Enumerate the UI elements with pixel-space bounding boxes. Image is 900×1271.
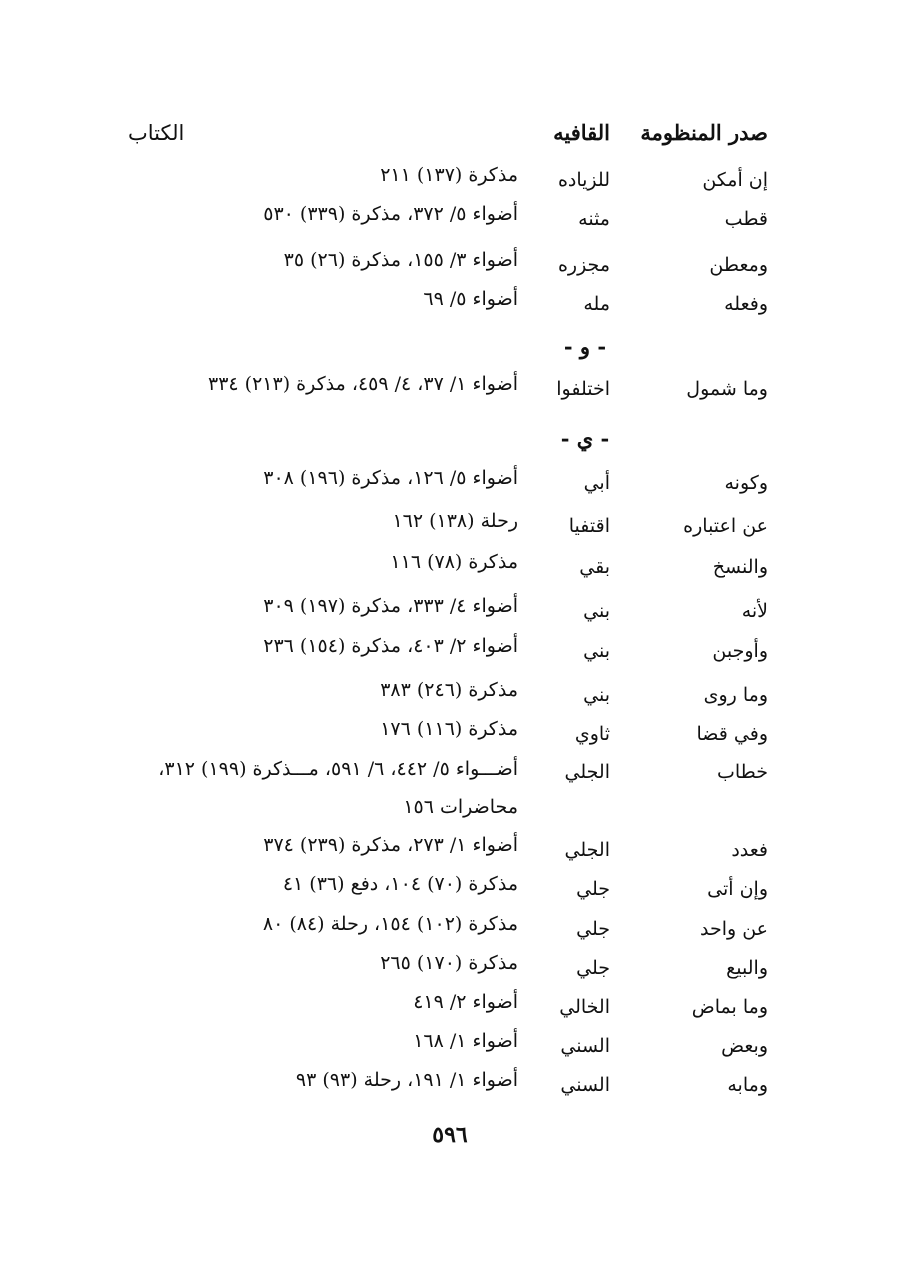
row-col-book: أضواء ٥/ ١٢٦، مذكرة (١٩٦) ٣٠٨ — [263, 467, 518, 489]
row-col-rhyme: مله — [583, 293, 610, 315]
row-col-poem-start: وفي قضا — [696, 723, 768, 745]
row-col-poem-start: إن أمكن — [702, 169, 768, 191]
row-col-poem-start: عن واحد — [699, 918, 768, 940]
row-col-rhyme: اختلفوا — [556, 378, 610, 400]
row-col-book: أضواء ٥/ ٦٩ — [423, 288, 518, 310]
row-col-poem-start: عن اعتباره — [683, 515, 768, 537]
row-col-rhyme: مجزره — [557, 254, 610, 276]
row-col-poem-start: والبيع — [726, 957, 768, 979]
row-col-rhyme: جلي — [576, 878, 610, 900]
header-col-book: الكتاب — [128, 121, 185, 145]
section-heading-waw: - و - — [563, 334, 607, 359]
row-col-rhyme: مثنه — [578, 208, 610, 230]
row-col-book: أضواء ١/ ٣٧، ٤/ ٤٥٩، مذكرة (٢١٣) ٣٣٤ — [207, 373, 518, 395]
row-col-rhyme: الجلي — [564, 839, 610, 861]
row-col-book: أضواء ٥/ ٣٧٢، مذكرة (٣٣٩) ٥٣٠ — [263, 203, 518, 225]
row-col-rhyme: للزياده — [557, 169, 610, 191]
row-col-poem-start: خطاب — [716, 761, 768, 783]
row-col-rhyme: بني — [583, 600, 610, 622]
row-col-rhyme: أبي — [583, 472, 610, 494]
row-col-book: أضواء ٤/ ٣٣٣، مذكرة (١٩٧) ٣٠٩ — [263, 595, 518, 617]
row-col-rhyme: الخالي — [559, 996, 610, 1018]
row-col-poem-start: وما روى — [703, 684, 768, 706]
row-col-book: مذكرة (٢٤٦) ٣٨٣ — [380, 679, 518, 701]
row-col-book: مذكرة (١١٦) ١٧٦ — [380, 718, 518, 740]
row-col-rhyme: السني — [560, 1074, 610, 1096]
row-col-book: أضـــواء ٥/ ٤٤٢، ٦/ ٥٩١، مـــذكرة (١٩٩) ٣١٢، — [158, 758, 518, 780]
row-col-poem-start: وفعله — [724, 293, 768, 315]
row-col-poem-start: لأنه — [741, 600, 768, 622]
row-col-book: أضواء ١/ ١٦٨ — [413, 1030, 518, 1052]
row-col-poem-start: ومابه — [727, 1074, 768, 1096]
row-col-poem-start: وإن أتى — [707, 878, 768, 900]
row-col-book: مذكرة (١٧٠) ٢٦٥ — [380, 952, 518, 974]
page-number: ٥٩٦ — [432, 1122, 468, 1148]
row-col-poem-start: فعدد — [731, 839, 768, 861]
row-col-poem-start: وأوجبن — [712, 640, 768, 662]
section-heading-ya: - ي - — [560, 426, 610, 451]
row-col-book: أضواء ٢/ ٤١٩ — [413, 991, 518, 1013]
row-col-book-continued: محاضرات ١٥٦ — [403, 796, 518, 818]
row-col-poem-start: وكونه — [724, 472, 768, 494]
row-col-rhyme: السني — [560, 1035, 610, 1057]
row-col-rhyme: اقتفيا — [568, 515, 610, 537]
row-col-book: مذكرة (١٠٢) ١٥٤، رحلة (٨٤) ٨٠ — [262, 913, 518, 935]
row-col-book: أضواء ٢/ ٤٠٣، مذكرة (١٥٤) ٢٣٦ — [263, 635, 518, 657]
row-col-book: أضواء ٣/ ١٥٥، مذكرة (٢٦) ٣٥ — [283, 249, 518, 271]
row-col-book: مذكرة (٧٠) ١٠٤، دفع (٣٦) ٤١ — [282, 873, 518, 895]
row-col-poem-start: قطب — [724, 208, 768, 230]
row-col-book: رحلة (١٣٨) ١٦٢ — [392, 510, 518, 532]
row-col-rhyme: الجلي — [564, 761, 610, 783]
row-col-rhyme: بني — [583, 684, 610, 706]
row-col-book: أضواء ١/ ٢٧٣، مذكرة (٢٣٩) ٣٧٤ — [263, 834, 518, 856]
row-col-poem-start: وما بماض — [691, 996, 768, 1018]
row-col-poem-start: ومعطن — [709, 254, 768, 276]
row-col-rhyme: بني — [583, 640, 610, 662]
row-col-book: مذكرة (٧٨) ١١٦ — [390, 551, 518, 573]
row-col-poem-start: وبعض — [721, 1035, 768, 1057]
row-col-rhyme: ثاوي — [574, 723, 610, 745]
row-col-rhyme: بقي — [579, 556, 610, 578]
row-col-rhyme: جلي — [576, 918, 610, 940]
row-col-poem-start: وما شمول — [686, 378, 768, 400]
row-col-rhyme: جلي — [576, 957, 610, 979]
row-col-poem-start: والنسخ — [712, 556, 768, 578]
row-col-book: أضواء ١/ ١٩١، رحلة (٩٣) ٩٣ — [295, 1069, 518, 1091]
header-col-poem-start: صدر المنظومة — [640, 120, 768, 145]
row-col-book: مذكرة (١٣٧) ٢١١ — [380, 164, 518, 186]
header-col-rhyme: القافيه — [553, 120, 610, 145]
